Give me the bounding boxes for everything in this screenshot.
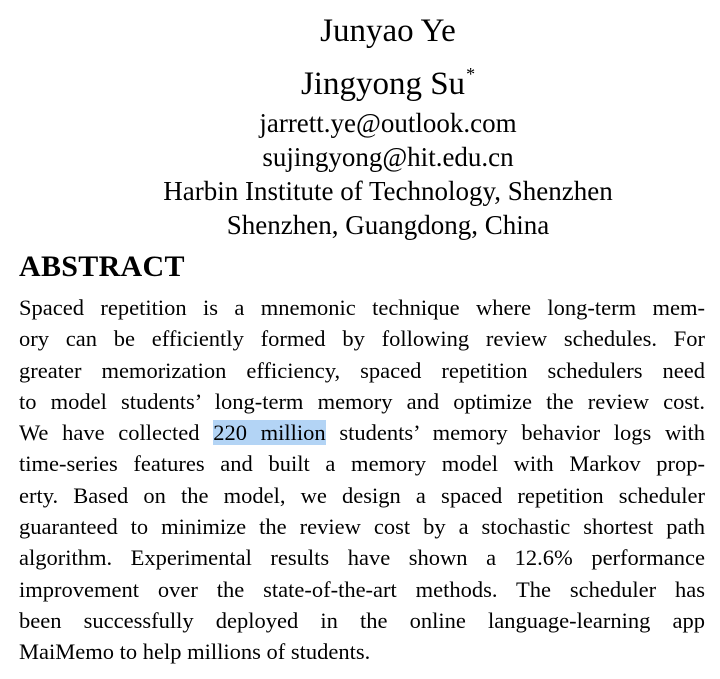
abstract-line: to model students’ long-term memory and optimize the review cost.: [19, 388, 705, 414]
abstract-line: ory can be efficiently formed by following review schedules. For: [19, 326, 705, 352]
corresponding-author-mark: *: [466, 64, 476, 84]
abstract-line: algorithm. Experimental results have shown a 12.6% performance: [19, 545, 705, 571]
affiliation-location: Shenzhen, Guangdong, China: [226, 210, 550, 240]
abstract-line: greater memorization efficiency, spaced repetition schedulers need: [19, 357, 705, 383]
author-email-1: jarrett.ye@outlook.com: [259, 108, 517, 138]
selected-text-highlight[interactable]: 220 million: [213, 420, 326, 446]
abstract-line: Spaced repetition is a mnemonic technique where long-term mem-: [19, 295, 705, 320]
abstract-line: improvement over the state-of-the-art methods. The scheduler has: [19, 576, 705, 602]
abstract-line-with-selection: [19, 417, 705, 448]
abstract-heading: ABSTRACT: [19, 250, 185, 283]
affiliation-institution: Harbin Institute of Technology, Shenzhen: [163, 176, 613, 206]
abstract-line: been successfully deployed in the online language-learning app: [19, 607, 705, 633]
author-name-2: Jingyong Su*: [300, 64, 476, 102]
author-email-2: sujingyong@hit.edu.cn: [262, 142, 514, 172]
abstract-line-last: MaiMemo to help millions of students.: [19, 639, 371, 665]
abstract-body[interactable]: [19, 292, 705, 668]
abstract-line: erty. Based on the model, we design a spaced repetition scheduler: [19, 482, 705, 508]
author-block: [0, 10, 720, 242]
abstract-line: time-series features and built a memory model with Markov prop-: [19, 451, 705, 477]
line-text-after: students’ memory behavior logs with: [325, 420, 705, 446]
abstract-line: guaranteed to minimize the review cost by a stochastic shortest path: [19, 514, 705, 540]
line-text-before: We have collected: [19, 420, 214, 446]
author-name-1: Junyao Ye: [320, 13, 456, 49]
